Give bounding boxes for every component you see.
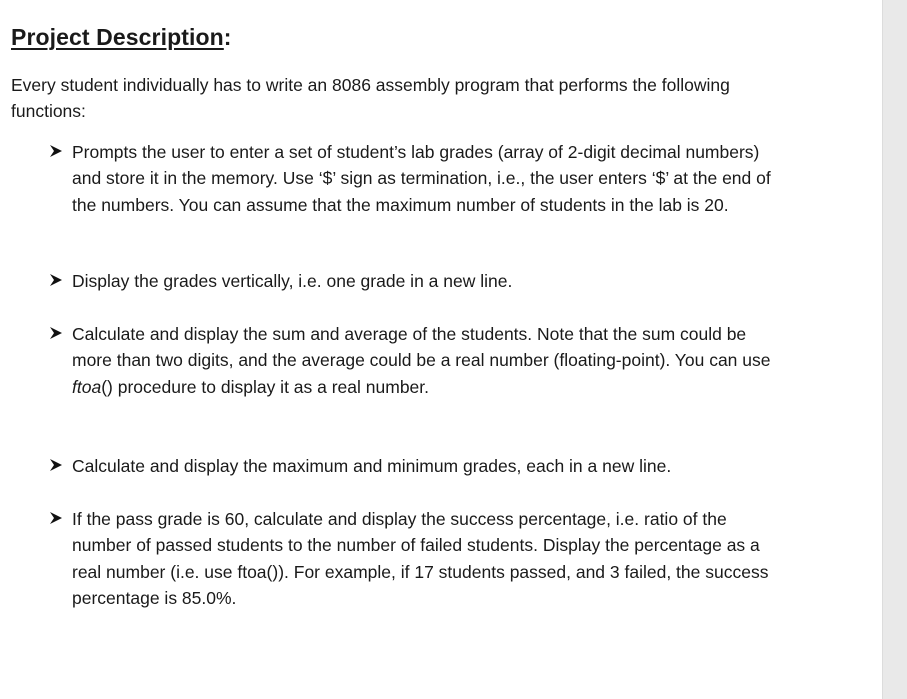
arrow-bullet-icon (48, 143, 64, 159)
bullet-text: Prompts the user to enter a set of student’s lab grades (array of 2-digit decimal numbers) and store it in the memory. Use ‘$’ sign as termination, i.e., the user enters ‘$’ at the end of the numbers. You can assume that the maximum number of students in the lab is 20. (72, 142, 771, 215)
bullet-text-part: Calculate and display the sum and average of the students. Note that the sum could be more than two digits, and the average could be a real number (floating-point). You can use (72, 324, 771, 371)
bullet-text: If the pass grade is 60, calculate and display the success percentage, i.e. ratio of the number of passed students to the number of failed students. Display the percentage as a real number (i.e. use ftoa()). For example, if 17 students passed, and 3 failed, the success percentage is 85.0%. (72, 509, 769, 608)
arrow-bullet-icon (48, 272, 64, 288)
arrow-bullet-icon (48, 457, 64, 473)
ftoa-emphasis: ftoa (72, 376, 102, 397)
intro-paragraph: Every student individually has to write an 8086 assembly program that performs the following functions: (11, 75, 730, 121)
bullet-text: Calculate and display the maximum and minimum grades, each in a new line. (72, 456, 672, 476)
section-title-colon: : (223, 24, 232, 50)
arrow-bullet-icon (48, 510, 64, 526)
bullet-text: Display the grades vertically, i.e. one grade in a new line. (72, 271, 513, 291)
section-title-text: Project Description (11, 24, 224, 50)
bullet-text-part: () procedure to display it as a real number. (101, 376, 430, 397)
section-title (11, 24, 232, 51)
bullet-text (72, 321, 772, 400)
viewer-scroll-gutter[interactable] (882, 0, 907, 699)
arrow-bullet-icon (48, 325, 64, 341)
